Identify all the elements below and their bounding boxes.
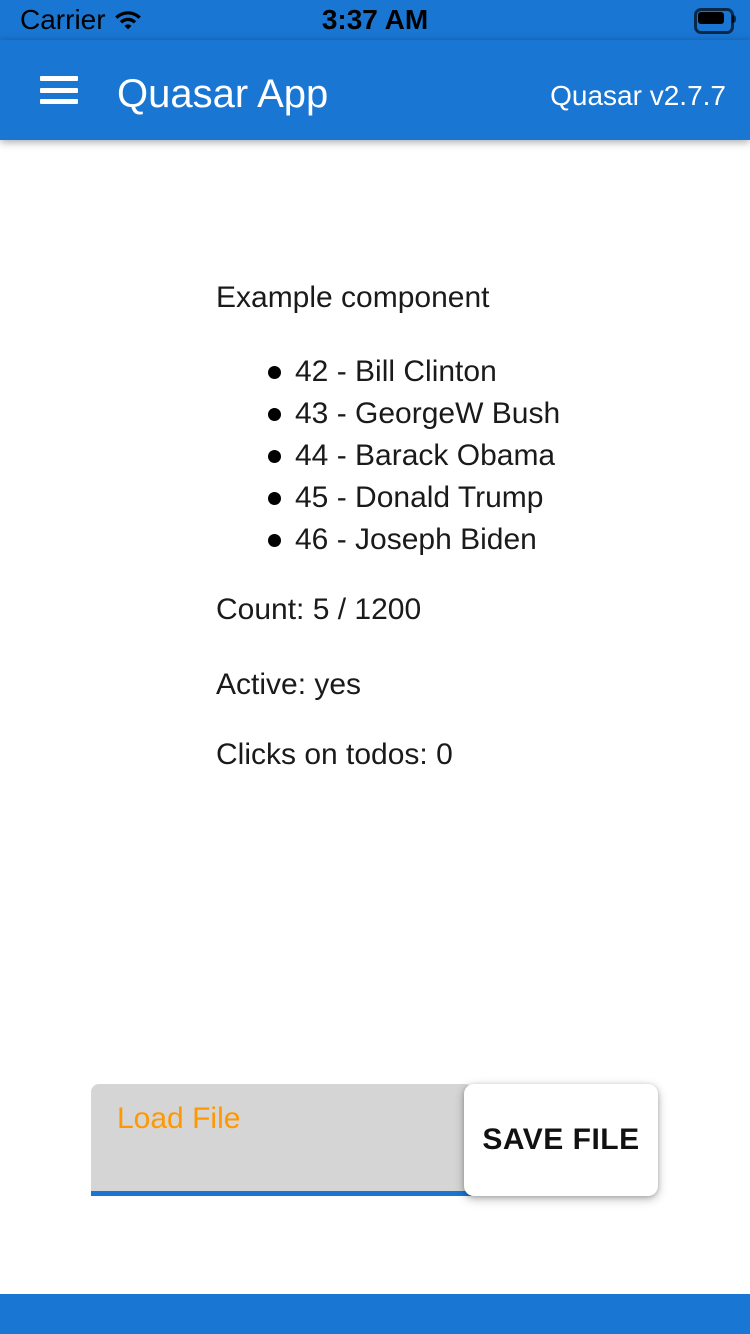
count-label: Count: 5 / 1200: [216, 593, 422, 626]
todo-list: [268, 351, 560, 561]
list-item-label: 45 - Donald Trump: [295, 481, 544, 514]
list-item[interactable]: [268, 519, 560, 561]
app-header: [0, 40, 750, 140]
save-file-button[interactable]: [464, 1084, 658, 1196]
load-file-input[interactable]: [91, 1084, 473, 1196]
list-item[interactable]: [268, 435, 560, 477]
clicks-label: Clicks on todos: 0: [216, 738, 453, 771]
bullet-icon: [268, 492, 281, 505]
bullet-icon: [268, 366, 281, 379]
bullet-icon: [268, 408, 281, 421]
status-bar: [0, 0, 750, 40]
list-item[interactable]: [268, 351, 560, 393]
bottom-bar: [0, 1294, 750, 1334]
list-item-label: 44 - Barack Obama: [295, 439, 556, 472]
list-item-label: 42 - Bill Clinton: [295, 355, 497, 388]
load-file-label: Load File: [117, 1102, 241, 1135]
battery-icon: [694, 8, 736, 30]
save-file-button-label: SAVE FILE: [482, 1123, 640, 1156]
carrier-label: Carrier: [20, 4, 106, 35]
hamburger-menu-icon[interactable]: [40, 76, 78, 104]
list-item[interactable]: [268, 393, 560, 435]
active-label: Active: yes: [216, 668, 362, 701]
version-label: Quasar v2.7.7: [550, 80, 726, 111]
bullet-icon: [268, 534, 281, 547]
list-item-label: 43 - GeorgeW Bush: [295, 397, 561, 430]
clock-label: 3:37 AM: [321, 4, 429, 35]
section-title: Example component: [216, 281, 490, 314]
input-underline: [91, 1191, 473, 1196]
list-item[interactable]: [268, 477, 560, 519]
page-title: Quasar App: [117, 72, 329, 116]
bullet-icon: [268, 450, 281, 463]
list-item-label: 46 - Joseph Biden: [295, 523, 537, 556]
